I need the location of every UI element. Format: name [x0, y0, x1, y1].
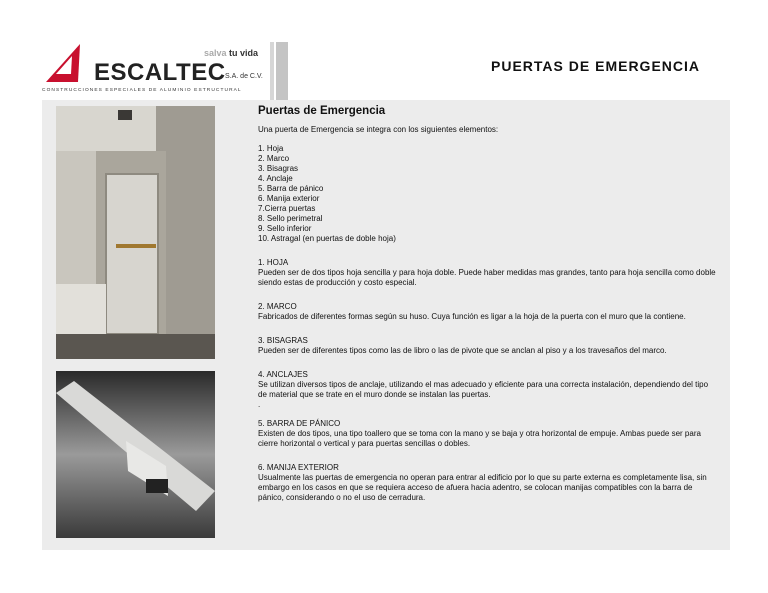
page-title: PUERTAS DE EMERGENCIA [491, 58, 700, 74]
decorative-bars [270, 42, 290, 100]
section-manija [258, 463, 718, 503]
section-marco [258, 302, 718, 322]
escaltec-logo [42, 42, 282, 100]
logo-triangle-icon [42, 42, 102, 88]
list-item: 2. Marco [258, 154, 290, 163]
list-item: 9. Sello inferior [258, 224, 312, 233]
intro-text: Una puerta de Emergencia se integra con los siguientes elementos: [258, 125, 499, 134]
slide [42, 42, 730, 550]
content [258, 106, 718, 503]
emergency-door-photo [56, 106, 215, 359]
elements-list [258, 144, 718, 244]
section-text: Se utilizan diversos tipos de anclaje, utilizando el mas adecuado y eficiente para una correcta instalación, dependiendo del tipo de material que se trate en el muro donde se instalan las puertas. [258, 380, 709, 399]
brand-subline: CONSTRUCCIONES ESPECIALES DE ALUMINIO ESTRUCTURAL [42, 88, 242, 93]
panic-bar-photo [56, 371, 215, 538]
section-title: 3. BISAGRAS [258, 336, 308, 345]
section-text: Usualmente las puertas de emergencia no operan para entrar al edificio por lo que su parte externa es completamente lisa, sin embargo en los casos en que se requiera acceso de afuera hacia adentro, se colocan manijas compatibles con la barra de pánico, considerando o no el uso de cerradura. [258, 473, 707, 502]
list-item: 8. Sello perimetral [258, 214, 323, 223]
list-item: 10. Astragal (en puertas de doble hoja) [258, 234, 396, 243]
list-item: 7.Cierra puertas [258, 204, 316, 213]
list-item: 4. Anclaje [258, 174, 293, 183]
section-title: 4. ANCLAJES [258, 370, 308, 379]
section-barra-panico [258, 419, 718, 449]
section-title: 1. HOJA [258, 258, 289, 267]
section-text: Existen de dos tipos, una tipo toallero que se toma con la mano y se baja y otra horizontal de empuje. Ambas puede ser para cierre horizontal o vertical y para puertas sencillas o dobles. [258, 429, 701, 448]
tagline: salva tu vida [204, 48, 259, 58]
list-item: 5. Barra de pánico [258, 184, 324, 193]
section-title: 5. BARRA DE PÁNICO [258, 419, 341, 428]
section-title: 6. MANIJA EXTERIOR [258, 463, 339, 472]
section-text: Pueden ser de diferentes tipos como las de libro o las de pivote que se anclan al piso y a los travesaños del marco. [258, 346, 667, 355]
section-hoja [258, 258, 718, 288]
section-text: Fabricados de diferentes formas según su huso. Cuya función es ligar a la hoja de la puerta con el muro que la contiene. [258, 312, 686, 321]
section-anclajes [258, 370, 718, 410]
section-bisagras [258, 336, 718, 356]
brand-name: ESCALTEC [94, 59, 226, 86]
section-heading: Puertas de Emergencia [258, 105, 386, 117]
list-item: 6. Manija exterior [258, 194, 320, 203]
section-text: Pueden ser de dos tipos hoja sencilla y para hoja doble. Puede haber medidas mas grandes, tanto para hoja sencilla como doble siendo estas de producción y costo especial. [258, 268, 716, 287]
brand-suffix: S.A. de C.V. [225, 73, 263, 80]
list-item: 1. Hoja [258, 144, 284, 153]
list-item: 3. Bisagras [258, 164, 299, 173]
section-extra: . [258, 400, 261, 409]
header [42, 42, 730, 100]
section-title: 2. MARCO [258, 302, 297, 311]
